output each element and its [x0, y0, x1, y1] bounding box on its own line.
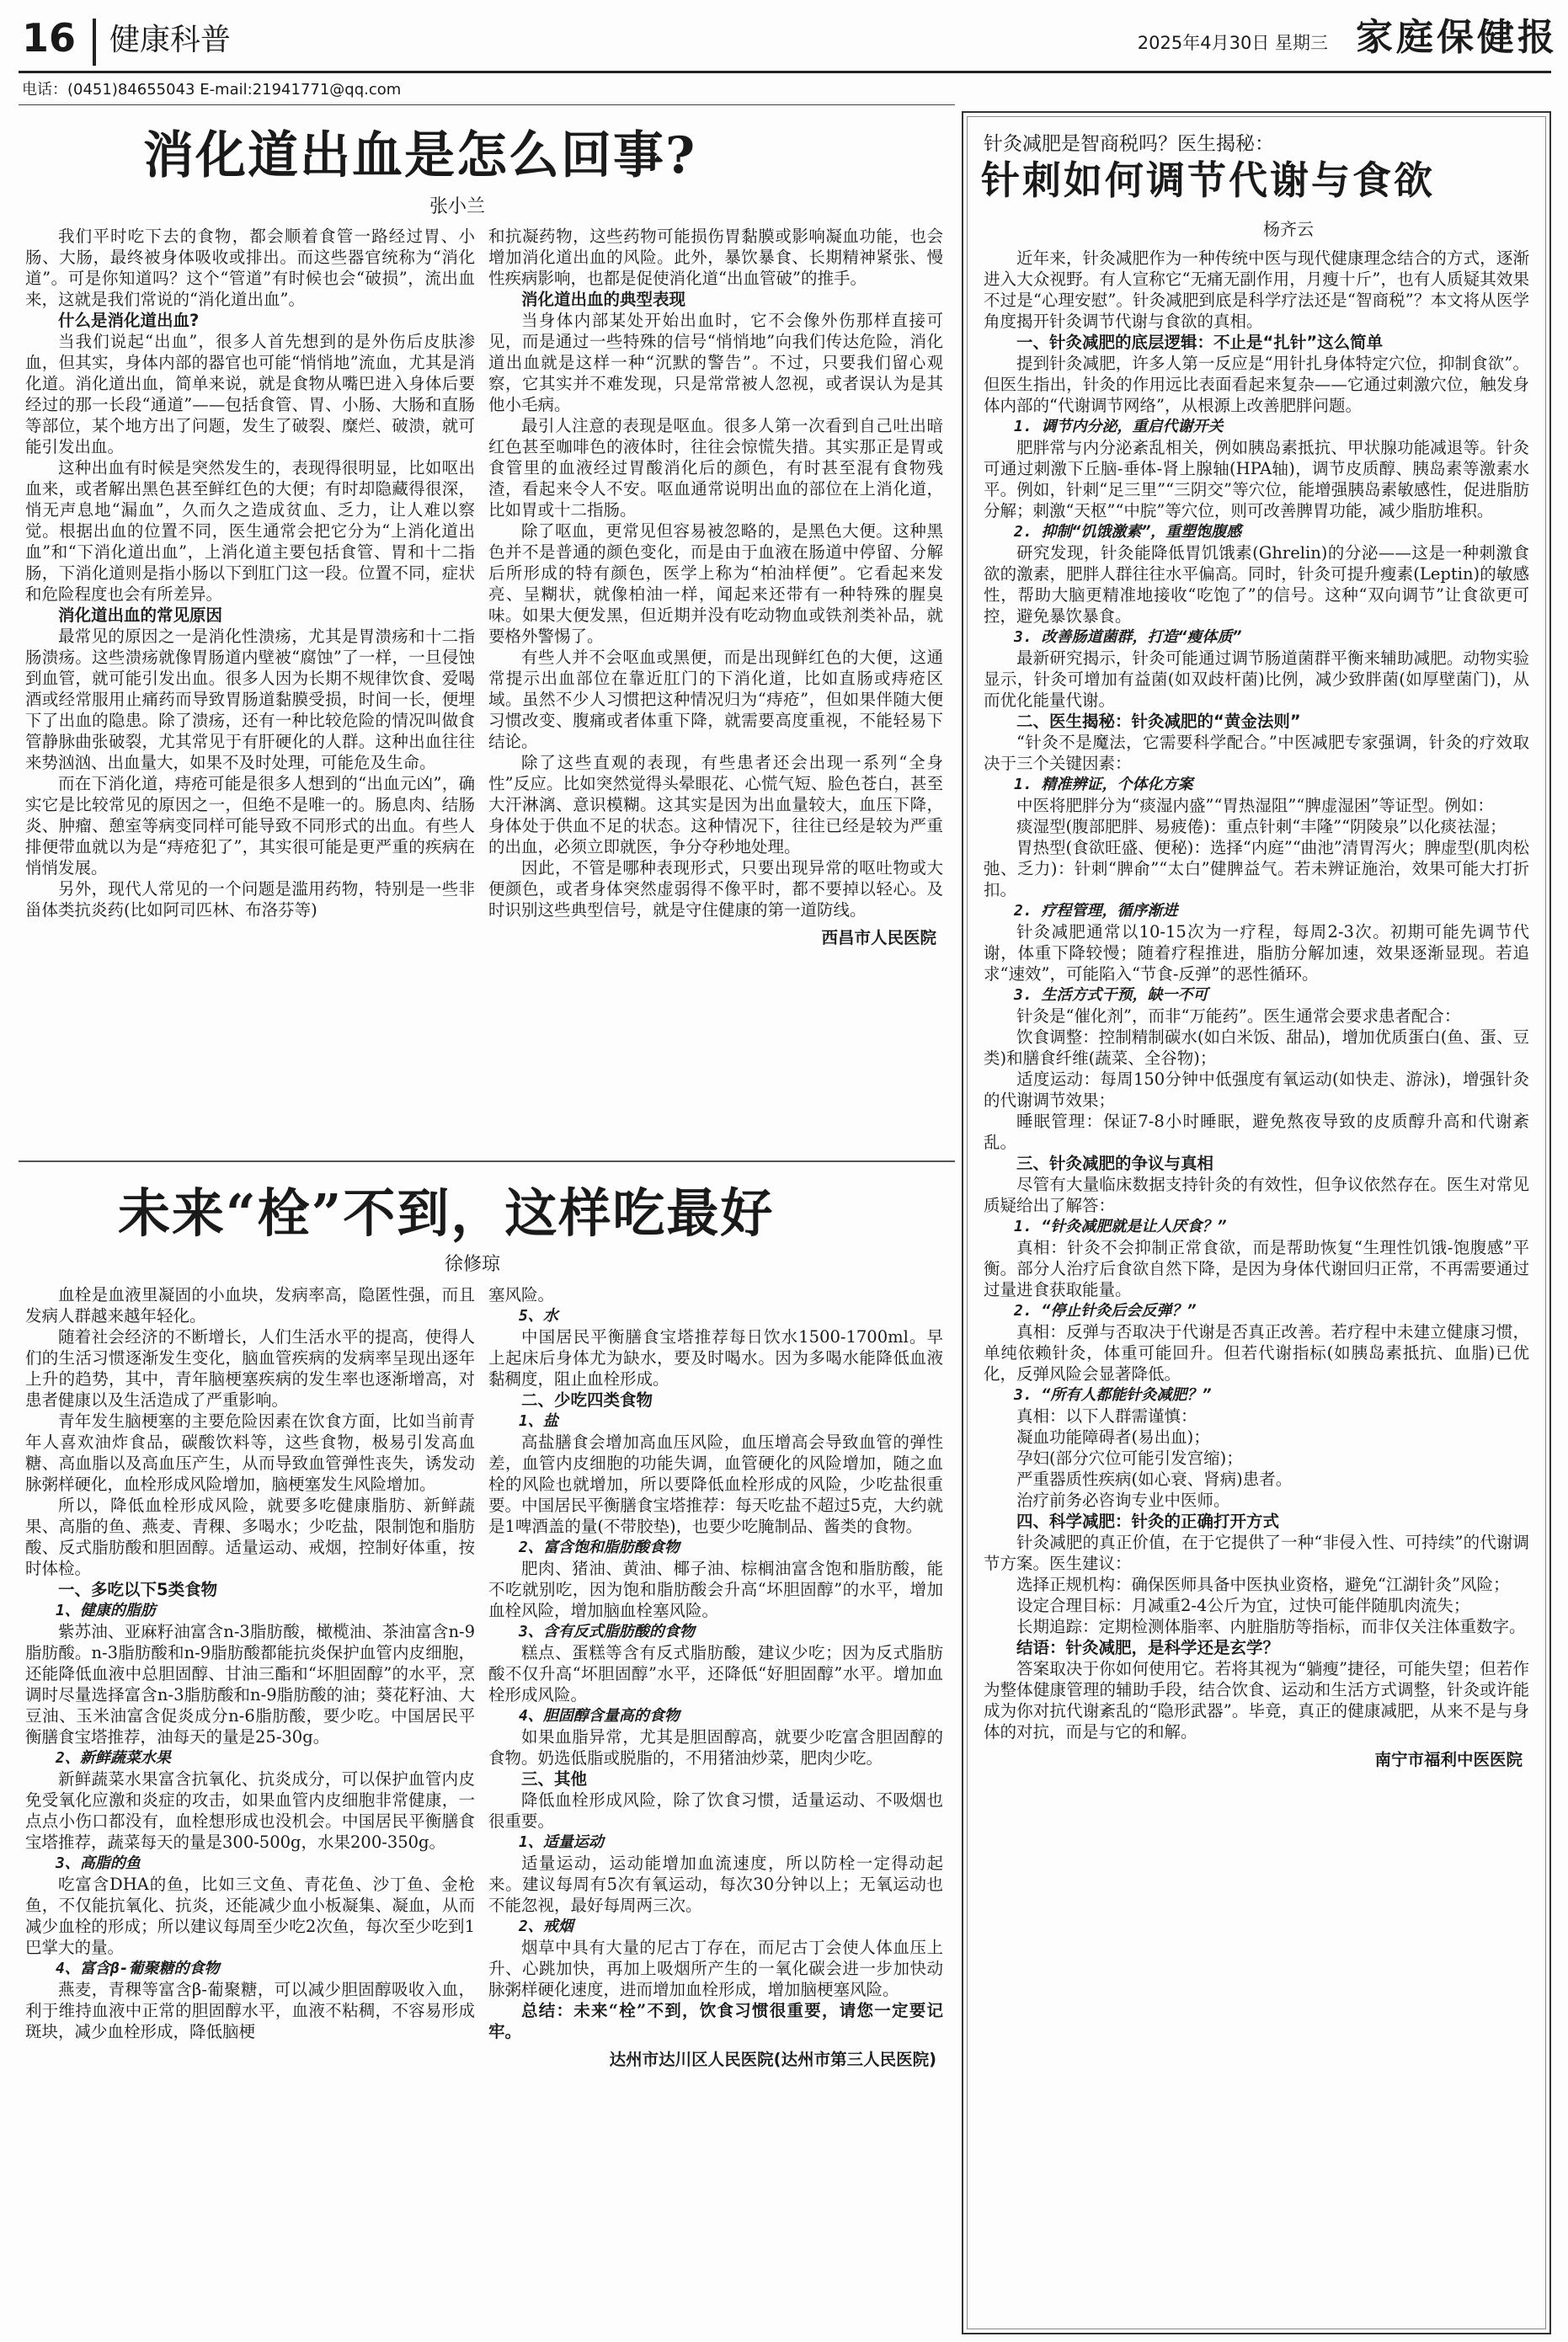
- paragraph: 紫苏油、亚麻籽油富含n-3脂肪酸，橄榄油、茶油富含n-9脂肪酸。n-3脂肪酸和n-9脂肪酸都能抗炎保护血管内皮细胞，还能降低血液中总胆固醇、甘油三酯和“坏胆固醇”的水平，烹调时尽量选择富含n-3脂肪酸和n-9脂肪酸的油；葵花籽油、大豆油、玉米油富含促炎成分n-6脂肪酸，要少吃。中国居民平衡膳食宝塔推荐，油每天的量是25-30g。: [25, 1622, 475, 1747]
- minor-subheading: 1. 调节内分泌，重启代谢开关: [1014, 418, 1224, 435]
- minor-subheading: 1、适量运动: [519, 1833, 604, 1851]
- paragraph: 除了呕血，更常见但容易被忽略的，是黑色大便。这种黑色并不是普通的颜色变化，而是由于血液在肠道中停留、分解后所形成的特有颜色，医学上称为“柏油样便”。它看起来发亮、呈糊状，就像柏油一样，闻起来还带有一种特殊的腥臭味。如果大便发黑，但近期并没有吃动物血或铁剂类补品，就要格外警惕了。: [488, 521, 943, 646]
- paragraph: 针灸减肥的真正价值，在于它提供了一种“非侵入性、可持续”的代谢调节方案。医生建议：: [984, 1533, 1529, 1573]
- subheading: 什么是消化道出血?: [58, 311, 200, 330]
- paragraph: 提到针灸减肥，许多人第一反应是“用针扎身体特定穴位，抑制食欲”。但医生指出，针灸的作用远比表面看起来复杂——它通过刺激穴位，触发身体内部的“代谢调节网络”，从根源上改善肥胖问题。: [984, 354, 1529, 415]
- paragraph: 针灸是“催化剂”，而非“万能药”。医生通常会要求患者配合：: [1016, 1006, 1461, 1026]
- page-number: 16: [22, 15, 77, 61]
- newspaper-name: 家庭保健报: [1356, 16, 1558, 59]
- subheading: 二、医生揭秘：针灸减肥的“黄金法则”: [1016, 712, 1301, 731]
- minor-subheading: 3、高脂的鱼: [56, 1854, 141, 1872]
- article1-author: 张小兰: [429, 196, 486, 217]
- article2-title: 未来“栓”不到，这样吃最好: [118, 1182, 775, 1244]
- article2-column-1: [25, 1284, 475, 2337]
- paragraph: 当我们说起“出血”，很多人首先想到的是外伤后皮肤渗血，但其实，身体内部的器官也可能“悄悄地”流血，尤其是消化道。消化道出血，简单来说，就是食物从嘴巴进入身体后要经过的那一长段“通道”——包括食管、胃、小肠、大肠和直肠等部位，某个地方出了问题，发生了破裂、糜烂、破溃，就可能引发出血。: [25, 332, 475, 456]
- paragraph: 随着社会经济的不断增长，人们生活水平的提高，使得人们的生活习惯逐渐发生变化，脑血管疾病的发病率呈现出逐年上升的趋势，其中，青年脑梗塞疾病的发生率也逐渐增高，对患者健康以及生活造成了严重影响。: [25, 1327, 475, 1410]
- minor-subheading: 4、胆固醇含量高的食物: [519, 1707, 680, 1725]
- paragraph-summary: 总结：未来“栓”不到，饮食习惯很重要，请您一定要记牢。: [488, 2001, 943, 2041]
- paragraph: 燕麦，青稞等富含β-葡聚糖，可以减少胆固醇吸收入血，利于维持血液中正常的胆固醇水平，血液不粘稠，不容易形成斑块，减少血栓形成，降低脑梗: [25, 1980, 475, 2041]
- article3-title: 针刺如何调节代谢与食欲: [981, 157, 1435, 203]
- paragraph: 中国居民平衡膳食宝塔推荐每日饮水1500-1700ml。早上起床后身体尤为缺水，要及时喝水。因为多喝水能降低血液黏稠度，阻止血栓形成。: [488, 1327, 943, 1389]
- paragraph: 针灸减肥通常以10-15次为一疗程，每周2-3次。初期可能先调节代谢，体重下降较慢；随着疗程推进，脂肪分解加速，效果逐渐显现。若追求“速效”，可能陷入“节食-反弹”的恶性循环。: [984, 922, 1529, 984]
- page-header: [0, 0, 1568, 74]
- article1-title: 消化道出血是怎么回事?: [143, 126, 697, 185]
- paragraph: 最新研究揭示，针灸可能通过调节肠道菌群平衡来辅助减肥。动物实验显示，针灸可增加有益菌(如双歧杆菌)比例，减少致胖菌(如厚壁菌门)，从而优化能量代谢。: [984, 648, 1529, 710]
- subheading: 一、针灸减肥的底层逻辑：不止是“扎针”这么简单: [1016, 333, 1384, 352]
- source-credit: 达州市达川区人民医院(达州市第三人民医院): [609, 2050, 936, 2069]
- paragraph: 当身体内部某处开始出血时，它不会像外伤那样直接可见，而是通过一些特殊的信号“悄悄地”向我们传达危险，消化道出血就是这样一种“沉默的警告”。不过，只要我们留心观察，它其实并不难发现，只是常常被人忽视，或者误认为是其他小毛病。: [488, 311, 943, 414]
- article3-kicker: 针灸减肥是智商税吗？医生揭秘：: [984, 133, 1274, 155]
- minor-subheading: 1、健康的脂肪: [56, 1602, 156, 1619]
- subheading: 三、针灸减肥的争议与真相: [1016, 1154, 1214, 1173]
- subheading: 一、多吃以下5类食物: [58, 1580, 218, 1599]
- paragraph: 另外，现代人常见的一个问题是滥用药物，特别是一些非甾体类抗炎药(比如阿司匹林、布洛芬等): [25, 879, 475, 920]
- paragraph: 真相：针灸不会抑制正常食欲，而是帮助恢复“生理性饥饿-饱腹感”平衡。部分人治疗后食欲自然下降，是因为身体代谢回归正常，不再需要通过过量进食获取能量。: [984, 1238, 1529, 1299]
- paragraph: 青年发生脑梗塞的主要危险因素在饮食方面，比如当前青年人喜欢油炸食品，碳酸饮料等，这些食物，极易引发高血糖、高血脂以及高血压产生，从而导致血管弹性丧失，诱发动脉粥样硬化，血栓形成风险增加，脑梗塞发生风险增加。: [25, 1411, 475, 1494]
- minor-subheading: 2、新鲜蔬菜水果: [56, 1749, 171, 1767]
- paragraph: 肥胖常与内分泌紊乱相关，例如胰岛素抵抗、甲状腺功能减退等。针灸可通过刺激下丘脑-垂体-肾上腺轴(HPA轴)，调节皮质醇、胰岛素等激素水平。例如，针刺“足三里”“三阴交”等穴位，能增强胰岛素敏感性，促进脂肪分解；刺激“天枢”“中脘”等穴位，则可改善脾胃功能，减少脂肪堆积。: [984, 438, 1529, 520]
- paragraph: 烟草中具有大量的尼古丁存在，而尼古丁会使人体血压上升、心跳加快，再加上吸烟所产生的一氧化碳会进一步加快动脉粥样硬化速度，进而增加血栓形成，增加脑梗塞风险。: [488, 1938, 943, 1999]
- subheading: 二、少吃四类食物: [521, 1390, 653, 1410]
- paragraph: 适度运动：每周150分钟中低强度有氧运动(如快走、游泳)，增强针灸的代谢调节效果；: [984, 1070, 1529, 1110]
- article1-column-1: [25, 226, 475, 1152]
- paragraph: 肥肉、猪油、黄油、椰子油、棕榈油富含饱和脂肪酸，能不吃就别吃，因为饱和脂肪酸会升高“坏胆固醇”的水平，增加血栓风险，增加脑血栓塞风险。: [488, 1559, 943, 1620]
- paragraph: 高盐膳食会增加高血压风险，血压增高会导致血管的弹性差，血管内皮细胞的功能失调，血管硬化的风险增加，随之血栓的风险也就增加，所以要降低血栓形成的风险，少吃盐很重要。中国居民平衡膳食宝塔推荐：每天吃盐不超过5克，大约就是1啤酒盖的量(不带胶垫)，也要少吃腌制品、酱类的食物。: [488, 1432, 943, 1536]
- paragraph: 孕妇(部分穴位可能引发宫缩)；: [1016, 1448, 1243, 1468]
- paragraph: 这种出血有时候是突然发生的，表现得很明显，比如呕出血来，或者解出黑色甚至鲜红色的大便；有时却隐藏得很深，悄无声息地“漏血”，久而久之造成贫血、乏力，让人难以察觉。根据出血的位置不同，医生通常会把它分为“上消化道出血”和“下消化道出血”，上消化道主要包括食管、胃和十二指肠，下消化道则是指小肠以下到肛门这一段。位置不同，症状和危险程度也会有所差异。: [25, 458, 475, 604]
- paragraph: 设定合理目标：月减重2-4公斤为宜，过快可能伴随肌肉流失；: [1016, 1596, 1470, 1615]
- minor-subheading: 3. “所有人都能针灸减肥？”: [1014, 1386, 1212, 1404]
- minor-subheading: 1、盐: [519, 1412, 558, 1430]
- paragraph-continued: 塞风险。: [488, 1285, 555, 1304]
- paragraph: 血栓是血液里凝固的小血块，发病率高，隐匿性强，而且发病人群越来越年轻化。: [25, 1285, 475, 1326]
- header-rule: [19, 71, 1551, 73]
- paragraph: 研究发现，针灸能降低胃饥饿素(Ghrelin)的分泌——这是一种刺激食欲的激素，肥胖人群往往水平偏高。同时，针灸可提升瘦素(Leptin)的敏感性，帮助大脑更精准地接收“吃饱了”的信号。这种“双向调节”让食欲更可控，避免暴饮暴食。: [984, 543, 1529, 626]
- source-credit: 南宁市福利中医医院: [1374, 1750, 1523, 1769]
- paragraph-continued: 和抗凝药物，这些药物可能损伤胃黏膜或影响凝血功能，也会增加消化道出血的风险。此外，暴饮暴食、长期精神紧张、慢性疾病影响，也都是促使消化道“出血管破”的推手。: [488, 227, 943, 288]
- article2-author: 徐修琼: [445, 1254, 501, 1275]
- header-divider: [93, 19, 96, 66]
- paragraph: 新鲜蔬菜水果富含抗氧化、抗炎成分，可以保护血管内皮免受氧化应激和炎症的攻击，如果血管内皮细胞非常健康，一点点小伤口都没有，血栓想形成也没机会。中国居民平衡膳食宝塔推荐，蔬菜每天的量是300-500g，水果200-350g。: [25, 1769, 475, 1852]
- paragraph: 有些人并不会呕血或黑便，而是出现鲜红色的大便，这通常提示出血部位在靠近肛门的下消化道，比如直肠或痔疮区域。虽然不少人习惯把这种情况归为“痔疮”，但如果伴随大便习惯改变、腹痛或者体重下降，就需要高度重视，不能轻易下结论。: [488, 648, 943, 751]
- paragraph: 睡眠管理：保证7-8小时睡眠，避免熬夜导致的皮质醇升高和代谢紊乱。: [984, 1112, 1529, 1152]
- paragraph: 治疗前务必咨询专业中医师。: [1016, 1491, 1230, 1510]
- paragraph: 最常见的原因之一是消化性溃疡，尤其是胃溃疡和十二指肠溃疡。这些溃疡就像胃肠道内壁被“腐蚀”了一样，一旦侵蚀到血管，就可能引发出血。很多人因为长期不规律饮食、爱喝酒或经常服用止痛药而导致胃肠道黏膜受损，时间一长，便埋下了出血的隐患。除了溃疡，还有一种比较危险的情况叫做食管静脉曲张破裂，尤其常见于有肝硬化的人群。这种出血往往来势汹汹、出血量大，如果不及时处理，可能危及生命。: [25, 627, 475, 772]
- article-separator: [19, 1160, 955, 1162]
- paragraph: 所以，降低血栓形成风险，就要多吃健康脂肪、新鲜蔬果、高脂的鱼、燕麦、青稞、多喝水；少吃盐，限制饱和脂肪酸、反式脂肪酸和胆固醇。适量运动、戒烟，控制好体重，按时体检。: [25, 1496, 475, 1578]
- paragraph: 凝血功能障碍者(易出血)；: [1016, 1427, 1210, 1447]
- subheading: 结语：针灸减肥，是科学还是玄学？: [1016, 1638, 1280, 1657]
- paragraph: 而在下消化道，痔疮可能是很多人想到的“出血元凶”，确实它是比较常见的原因之一，但绝不是唯一的。肠息肉、结肠炎、肿瘤、憩室等病变同样可能导致不同形式的出血。有些人排便带血就以为是“痔疮犯了”，其实很可能是更严重的疾病在悄悄发展。: [25, 774, 475, 878]
- minor-subheading: 2. 抑制“饥饿激素”，重塑饱腹感: [1014, 523, 1242, 541]
- minor-subheading: 5、水: [519, 1307, 558, 1325]
- paragraph: 尽管有大量临床数据支持针灸的有效性，但争议依然存在。医生对常见质疑给出了解答：: [984, 1175, 1529, 1215]
- paragraph: 饮食调整：控制精制碳水(如白米饭、甜品)，增加优质蛋白(鱼、蛋、豆类)和膳食纤维(蔬菜、全谷物)；: [984, 1027, 1529, 1068]
- minor-subheading: 4、富含β-葡聚糖的食物: [56, 1960, 220, 1977]
- issue-date: 2025年4月30日 星期三: [1137, 33, 1328, 53]
- subheading: 四、科学减肥：针灸的正确打开方式: [1016, 1512, 1280, 1531]
- section-name: 健康科普: [109, 23, 232, 57]
- minor-subheading: 2. “停止针灸后会反弹？”: [1014, 1302, 1197, 1320]
- minor-subheading: 3、含有反式脂肪酸的食物: [519, 1623, 695, 1640]
- paragraph: 严重器质性疾病(如心衰、肾病)患者。: [1016, 1470, 1293, 1489]
- paragraph: 降低血栓形成风险，除了饮食习惯，适量运动、不吸烟也很重要。: [488, 1790, 943, 1831]
- paragraph: “针灸不是魔法，它需要科学配合。”中医减肥专家强调，针灸的疗效取决于三个关键因素：: [984, 733, 1529, 773]
- minor-subheading: 3. 生活方式干预，缺一不可: [1014, 986, 1208, 1004]
- paragraph: 痰湿型(腹部肥胖、易疲倦)：重点针刺“丰隆”“阴陵泉”以化痰祛湿；: [1016, 817, 1507, 836]
- article3-body: [984, 248, 1529, 2319]
- paragraph: 吃富含DHA的鱼，比如三文鱼、青花鱼、沙丁鱼、金枪鱼，不仅能抗氧化、抗炎，还能减少血小板凝集、凝血，从而减少血栓的形成；所以建议每周至少吃2次鱼，每次至少吃到1巴掌大的量。: [25, 1875, 475, 1957]
- paragraph: 除了这些直观的表现，有些患者还会出现一系列“全身性”反应。比如突然觉得头晕眼花、心慌气短、脸色苍白，甚至大汗淋漓、意识模糊。这其实是因为出血量较大，血压下降，身体处于供血不足的状态。这种情况下，往往已经是较为严重的出血，必须立即就医，争分夺秒地处理。: [488, 753, 943, 856]
- minor-subheading: 1. 精准辨证，个体化方案: [1014, 776, 1193, 793]
- minor-subheading: 2、戒烟: [519, 1918, 573, 1935]
- subheading: 三、其他: [521, 1769, 588, 1789]
- paragraph: 胃热型(食欲旺盛、便秘)：选择“内庭”“曲池”清胃泻火；脾虚型(肌肉松弛、乏力)：针刺“脾俞”“太白”健脾益气。若未辨证施治，效果可能大打折扣。: [984, 838, 1529, 899]
- paragraph: 最引人注意的表现是呕血。很多人第一次看到自己吐出暗红色甚至咖啡色的液体时，往往会惊慌失措。其实那正是胃或食管里的血液经过胃酸消化后的颜色，有时甚至混有食物残渣，看起来令人不安。呕血通常说明出血的部位在上消化道，比如胃或十二指肠。: [488, 416, 943, 520]
- article1-column-2: [488, 226, 943, 1160]
- paragraph: 近年来，针灸减肥作为一种传统中医与现代健康理念结合的方式，逐渐进入大众视野。有人宣称它“无痛无副作用，月瘦十斤”，也有人质疑其效果不过是“心理安慰”。针灸减肥到底是科学疗法还是“智商税”？本文将从医学角度揭开针灸调节代谢与食欲的真相。: [984, 248, 1529, 331]
- paragraph: 真相：以下人群需谨慎：: [1016, 1406, 1197, 1426]
- article3-author: 杨齐云: [1263, 219, 1314, 239]
- source-credit: 西昌市人民医院: [821, 928, 936, 947]
- subheading: 消化道出血的典型表现: [521, 290, 686, 309]
- minor-subheading: 3. 改善肠道菌群，打造“瘦体质”: [1014, 628, 1242, 646]
- paragraph: 中医将肥胖分为“痰湿内盛”“胃热湿阻”“脾虚湿困”等证型。例如：: [1016, 796, 1494, 815]
- paragraph: 真相：反弹与否取决于代谢是否真正改善。若疗程中未建立健康习惯，单纯依赖针灸，体重可能回升。但若代谢指标(如胰岛素抵抗、血脂)已优化，反弹风险会显著降低。: [984, 1322, 1529, 1384]
- paragraph: 因此，不管是哪种表现形式，只要出现异常的呕吐物或大便颜色，或者身体突然虚弱得不像平时，都不要掉以轻心。及时识别这些典型信号，就是守住健康的第一道防线。: [488, 858, 943, 920]
- paragraph: 适量运动，运动能增加血流速度，所以防栓一定得动起来。建议每周有5次有氧运动，每次30分钟以上；无氧运动也不能忽视，最好每周两三次。: [488, 1854, 943, 1915]
- article2-column-2: [488, 1284, 943, 2337]
- paragraph: 长期追踪：定期检测体脂率、内脏脂肪等指标，而非仅关注体重数字。: [1016, 1617, 1526, 1636]
- contact-line: 电话：(0451)84655043 E-mail:21941771@qq.com: [22, 81, 402, 99]
- minor-subheading: 2. 疗程管理，循序渐进: [1014, 902, 1178, 920]
- paragraph: 糕点、蛋糕等含有反式脂肪酸，建议少吃；因为反式脂肪酸不仅升高“坏胆固醇”水平，还降低“好胆固醇”水平。增加血栓形成风险。: [488, 1643, 943, 1704]
- paragraph: 选择正规机构：确保医师具备中医执业资格，避免“江湖针灸”风险；: [1016, 1575, 1510, 1594]
- minor-subheading: 2、富含饱和脂肪酸食物: [519, 1539, 680, 1556]
- subheading: 消化道出血的常见原因: [58, 606, 223, 625]
- minor-subheading: 1. “针灸减肥就是让人厌食？”: [1014, 1218, 1227, 1235]
- paragraph: 如果血脂异常，尤其是胆固醇高，就要少吃富含胆固醇的食物。奶选低脂或脱脂的，不用猪油炒菜，肥肉少吃。: [488, 1727, 943, 1768]
- contact-rule: [19, 104, 955, 105]
- paragraph: 答案取决于你如何使用它。若将其视为“躺瘦”捷径，可能失望；但若作为整体健康管理的辅助手段，结合饮食、运动和生活方式调整，针灸或许能成为你对抗代谢紊乱的“隐形武器”。毕竟，真正的健康减肥，从来不是与身体的对抗，而是与它的和解。: [984, 1659, 1529, 1742]
- paragraph: 我们平时吃下去的食物，都会顺着食管一路经过胃、小肠、大肠，最终被身体吸收或排出。而这些器官统称为“消化道”。可是你知道吗？这个“管道”有时候也会“破损”，流出血来，这就是我们常说的“消化道出血”。: [25, 227, 475, 309]
